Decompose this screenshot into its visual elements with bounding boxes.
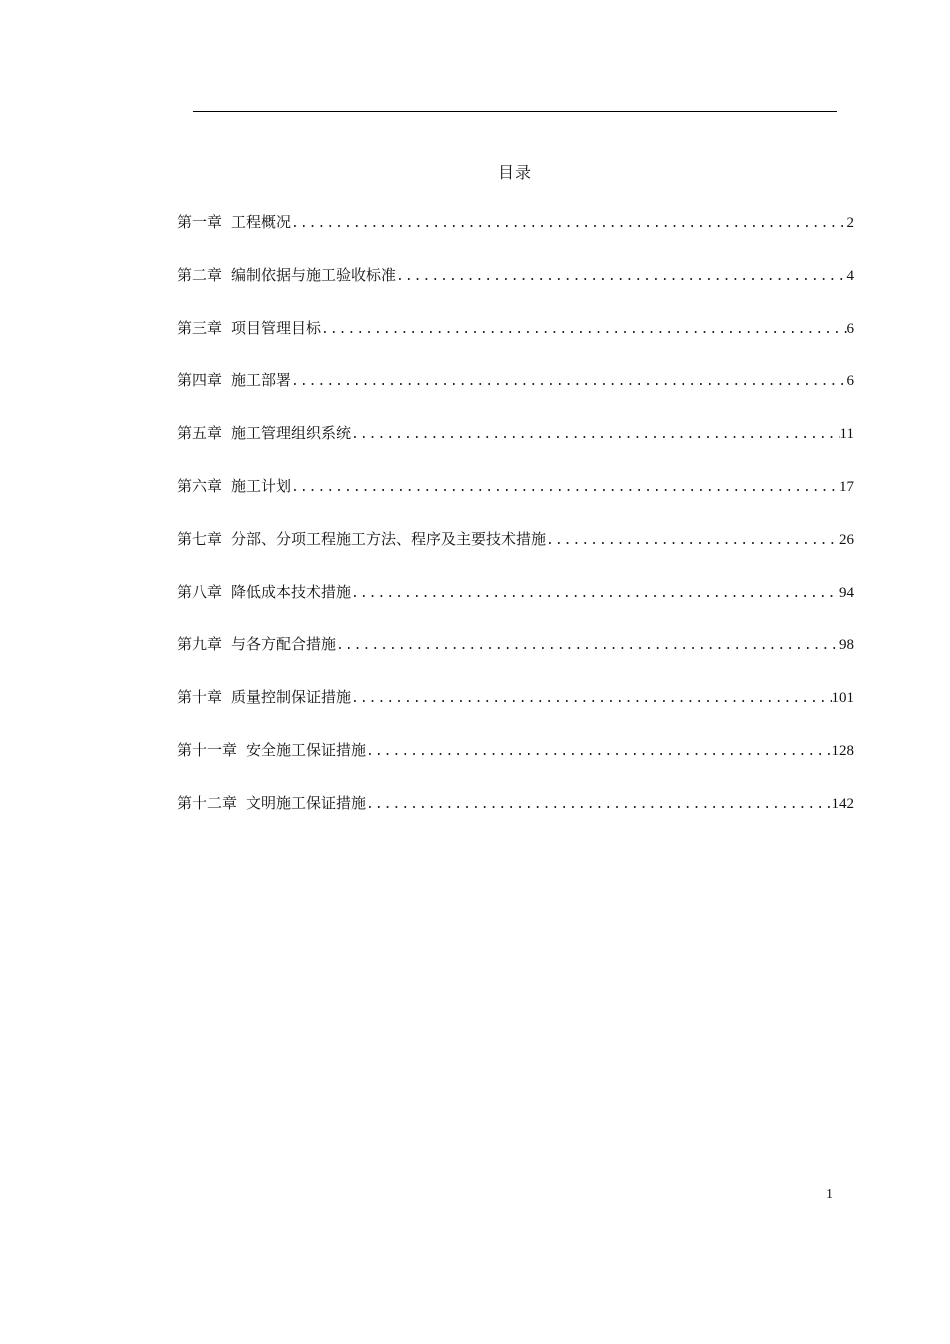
toc-dot-leader — [351, 685, 831, 713]
toc-chapter-title: 工程概况 — [231, 213, 292, 231]
toc-dot-leader — [336, 632, 839, 660]
toc-page-number: 6 — [846, 320, 854, 337]
toc-entry[interactable] — [177, 472, 854, 525]
toc-page-number: 4 — [846, 267, 854, 284]
toc-dot-leader — [546, 527, 839, 555]
toc-chapter-number: 第八章 — [177, 582, 223, 601]
toc-chapter-title: 降低成本技术措施 — [231, 582, 352, 601]
toc-entry[interactable] — [177, 314, 854, 367]
toc-chapter-number: 第十二章 — [177, 793, 238, 812]
toc-entry[interactable] — [177, 525, 854, 578]
toc-chapter-number: 第二章 — [177, 265, 223, 284]
toc-entry[interactable] — [177, 261, 854, 314]
toc-dot-leader — [291, 368, 846, 396]
toc-entry[interactable] — [177, 366, 854, 419]
toc-entry[interactable] — [177, 789, 854, 842]
toc-entry[interactable] — [177, 736, 854, 789]
toc-chapter-title: 分部、分项工程施工方法、程序及主要技术措施 — [231, 529, 547, 548]
toc-chapter-title: 与各方配合措施 — [231, 635, 337, 654]
header-rule — [193, 111, 837, 112]
toc-page-number: 128 — [831, 742, 854, 759]
toc-dot-leader — [291, 474, 839, 502]
toc-chapter-title: 施工部署 — [231, 371, 292, 390]
toc-chapter-title: 施工计划 — [231, 476, 292, 495]
toc-chapter-number: 第四章 — [177, 371, 223, 390]
toc-page-number: 101 — [831, 690, 854, 707]
toc-dot-leader — [291, 210, 846, 238]
table-of-contents — [177, 208, 854, 842]
toc-chapter-number: 第三章 — [177, 318, 223, 337]
toc-chapter-title: 施工管理组织系统 — [231, 424, 352, 443]
toc-dot-leader — [366, 791, 831, 819]
toc-dot-leader — [396, 263, 846, 291]
toc-entry[interactable] — [177, 208, 854, 261]
toc-entry[interactable] — [177, 419, 854, 472]
toc-page-number: 11 — [839, 426, 854, 443]
page-number: 1 — [826, 1187, 833, 1202]
toc-chapter-title: 项目管理目标 — [231, 318, 322, 337]
toc-entry[interactable] — [177, 578, 854, 631]
toc-entry[interactable] — [177, 630, 854, 683]
toc-page-number: 142 — [831, 795, 854, 812]
toc-page-number: 98 — [839, 637, 854, 654]
toc-entry[interactable] — [177, 683, 854, 736]
toc-chapter-title: 质量控制保证措施 — [231, 688, 352, 707]
toc-dot-leader — [351, 421, 840, 449]
toc-title: 目录 — [497, 163, 532, 182]
toc-page-number: 6 — [846, 373, 854, 390]
toc-dot-leader — [321, 316, 846, 344]
toc-chapter-number: 第十章 — [177, 688, 223, 707]
toc-chapter-title: 编制依据与施工验收标准 — [231, 265, 397, 284]
toc-dot-leader — [366, 738, 831, 766]
toc-dot-leader — [351, 580, 839, 608]
toc-page-number: 26 — [839, 531, 854, 548]
toc-chapter-number: 第十一章 — [177, 740, 238, 759]
toc-chapter-number: 第九章 — [177, 635, 223, 654]
toc-chapter-number: 第五章 — [177, 424, 223, 443]
toc-chapter-title: 文明施工保证措施 — [246, 793, 367, 812]
toc-chapter-number: 第六章 — [177, 476, 223, 495]
toc-chapter-number: 第一章 — [177, 213, 223, 231]
toc-page-number: 17 — [839, 478, 854, 495]
toc-page-number: 2 — [846, 215, 854, 231]
toc-chapter-number: 第七章 — [177, 529, 223, 548]
toc-page-number: 94 — [839, 584, 854, 601]
toc-chapter-title: 安全施工保证措施 — [246, 740, 367, 759]
